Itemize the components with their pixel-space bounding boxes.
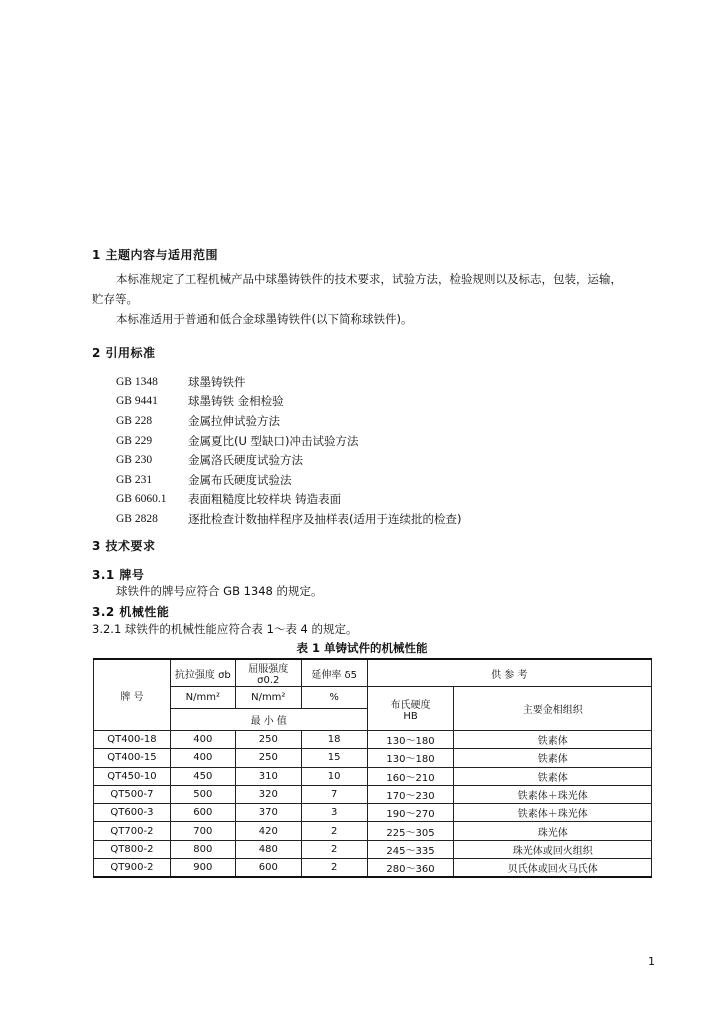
cell-hardness: 170～230 (367, 785, 454, 803)
cell-tensile: 450 (170, 767, 235, 785)
section-1-paragraph-1-line-2: 贮存等。 (92, 292, 138, 306)
reference-code: GB 231 (116, 473, 153, 486)
table-row (94, 767, 652, 785)
cell-tensile: 400 (170, 731, 235, 749)
section-1-paragraph-2: 本标准适用于普通和低合金球墨铸铁件(以下简称球铁件)。 (116, 312, 413, 326)
cell-yield: 600 (235, 859, 301, 878)
cell-tensile: 500 (170, 785, 235, 803)
header-min-value: 最 小 值 (170, 709, 367, 731)
cell-structure: 贝氏体或回火马氏体 (454, 859, 652, 878)
header-hardness-label: 布氏硬度 (390, 699, 431, 711)
header-hardness (367, 687, 454, 731)
section-1-paragraph-1-line-1: 本标准规定了工程机械产品中球墨铸铁件的技术要求，试验方法，检验规则以及标志，包装，运输， (116, 272, 622, 286)
section-2-title: 2 引用标准 (92, 346, 156, 360)
cell-yield: 420 (235, 822, 301, 840)
reference-title: 金属布氏硬度试验法 (188, 472, 292, 487)
reference-item (116, 431, 461, 451)
cell-yield: 310 (235, 767, 301, 785)
cell-elongation: 15 (301, 749, 367, 767)
cell-yield: 320 (235, 785, 301, 803)
section-1-title: 1 主题内容与适用范围 (92, 248, 219, 262)
header-tensile: 抗拉强度 σb (170, 659, 235, 687)
table-row (94, 840, 652, 858)
cell-elongation: 2 (301, 859, 367, 878)
cell-elongation: 2 (301, 822, 367, 840)
cell-grade: QT700-2 (94, 822, 171, 840)
reference-code: GB 1348 (116, 375, 158, 388)
cell-hardness: 130～180 (367, 731, 454, 749)
cell-structure: 铁素体 (454, 731, 652, 749)
reference-title: 金属夏比(U 型缺口)冲击试验方法 (188, 433, 359, 448)
reference-code: GB 229 (116, 434, 153, 447)
cell-elongation: 18 (301, 731, 367, 749)
cell-grade: QT400-18 (94, 731, 171, 749)
header-structure: 主要金相组织 (454, 687, 652, 731)
reference-code: GB 2828 (116, 512, 158, 525)
reference-item (116, 470, 461, 490)
header-reference: 供 参 考 (367, 659, 651, 687)
reference-item (116, 509, 461, 529)
cell-hardness: 245～335 (367, 840, 454, 858)
table-row (94, 822, 652, 840)
header-hardness-unit: HB (403, 710, 418, 722)
cell-grade: QT450-10 (94, 767, 171, 785)
header-elongation-unit: % (301, 687, 367, 709)
header-yield: 屈服强度 σ0.2 (235, 659, 301, 687)
cell-hardness: 225～305 (367, 822, 454, 840)
header-tensile-unit: N/mm² (170, 687, 235, 709)
header-elongation: 延伸率 δ5 (301, 659, 367, 687)
cell-structure: 铁素体＋珠光体 (454, 804, 652, 822)
reference-code: GB 230 (116, 454, 153, 467)
reference-item (116, 450, 461, 470)
cell-structure: 珠光体 (454, 822, 652, 840)
cell-yield: 250 (235, 749, 301, 767)
reference-title: 球墨铸铁件 (188, 374, 246, 389)
section-3-1-paragraph: 球铁件的牌号应符合 GB 1348 的规定。 (116, 584, 323, 598)
cell-hardness: 160～210 (367, 767, 454, 785)
cell-yield: 370 (235, 804, 301, 822)
cell-hardness: 190～270 (367, 804, 454, 822)
section-3-2-title: 3.2 机械性能 (92, 605, 170, 619)
table-row (94, 859, 652, 878)
reference-item (116, 490, 461, 510)
cell-tensile: 400 (170, 749, 235, 767)
table-row (94, 785, 652, 803)
cell-structure: 铁素体 (454, 767, 652, 785)
section-3-title: 3 技术要求 (92, 539, 156, 553)
page-number: 1 (648, 955, 655, 968)
cell-grade: QT900-2 (94, 859, 171, 878)
table-row (94, 804, 652, 822)
reference-title: 表面粗糙度比较样块 铸造表面 (188, 492, 342, 507)
reference-code: GB 9441 (116, 395, 158, 408)
reference-list (116, 372, 461, 529)
cell-elongation: 10 (301, 767, 367, 785)
cell-elongation: 2 (301, 840, 367, 858)
cell-yield: 480 (235, 840, 301, 858)
cell-grade: QT800-2 (94, 840, 171, 858)
cell-yield: 250 (235, 731, 301, 749)
reference-code: GB 6060.1 (116, 493, 167, 506)
cell-structure: 铁素体 (454, 749, 652, 767)
cell-tensile: 600 (170, 804, 235, 822)
cell-grade: QT600-3 (94, 804, 171, 822)
mechanical-properties-table (93, 658, 652, 878)
reference-title: 金属洛氏硬度试验方法 (188, 453, 303, 468)
header-yield-unit: N/mm² (235, 687, 301, 709)
cell-grade: QT400-15 (94, 749, 171, 767)
header-grade: 牌 号 (94, 659, 171, 731)
cell-grade: QT500-7 (94, 785, 171, 803)
reference-title: 球墨铸铁 金相检验 (188, 394, 284, 409)
cell-tensile: 800 (170, 840, 235, 858)
reference-title: 金属拉伸试验方法 (188, 413, 280, 428)
reference-item (116, 392, 461, 412)
table-1-caption: 表 1 单铸试件的机械性能 (296, 641, 428, 655)
section-3-2-1-paragraph: 3.2.1 球铁件的机械性能应符合表 1～表 4 的规定。 (92, 622, 358, 636)
cell-structure: 珠光体或回火组织 (454, 840, 652, 858)
cell-hardness: 130～180 (367, 749, 454, 767)
table-row (94, 749, 652, 767)
reference-title: 逐批检查计数抽样程序及抽样表(适用于连续批的检查) (188, 511, 462, 526)
cell-tensile: 900 (170, 859, 235, 878)
reference-item (116, 372, 461, 392)
table-row (94, 731, 652, 749)
cell-elongation: 7 (301, 785, 367, 803)
cell-structure: 铁素体＋珠光体 (454, 785, 652, 803)
cell-tensile: 700 (170, 822, 235, 840)
cell-hardness: 280～360 (367, 859, 454, 878)
section-3-1-title: 3.1 牌号 (92, 568, 145, 582)
reference-item (116, 411, 461, 431)
reference-code: GB 228 (116, 414, 153, 427)
cell-elongation: 3 (301, 804, 367, 822)
